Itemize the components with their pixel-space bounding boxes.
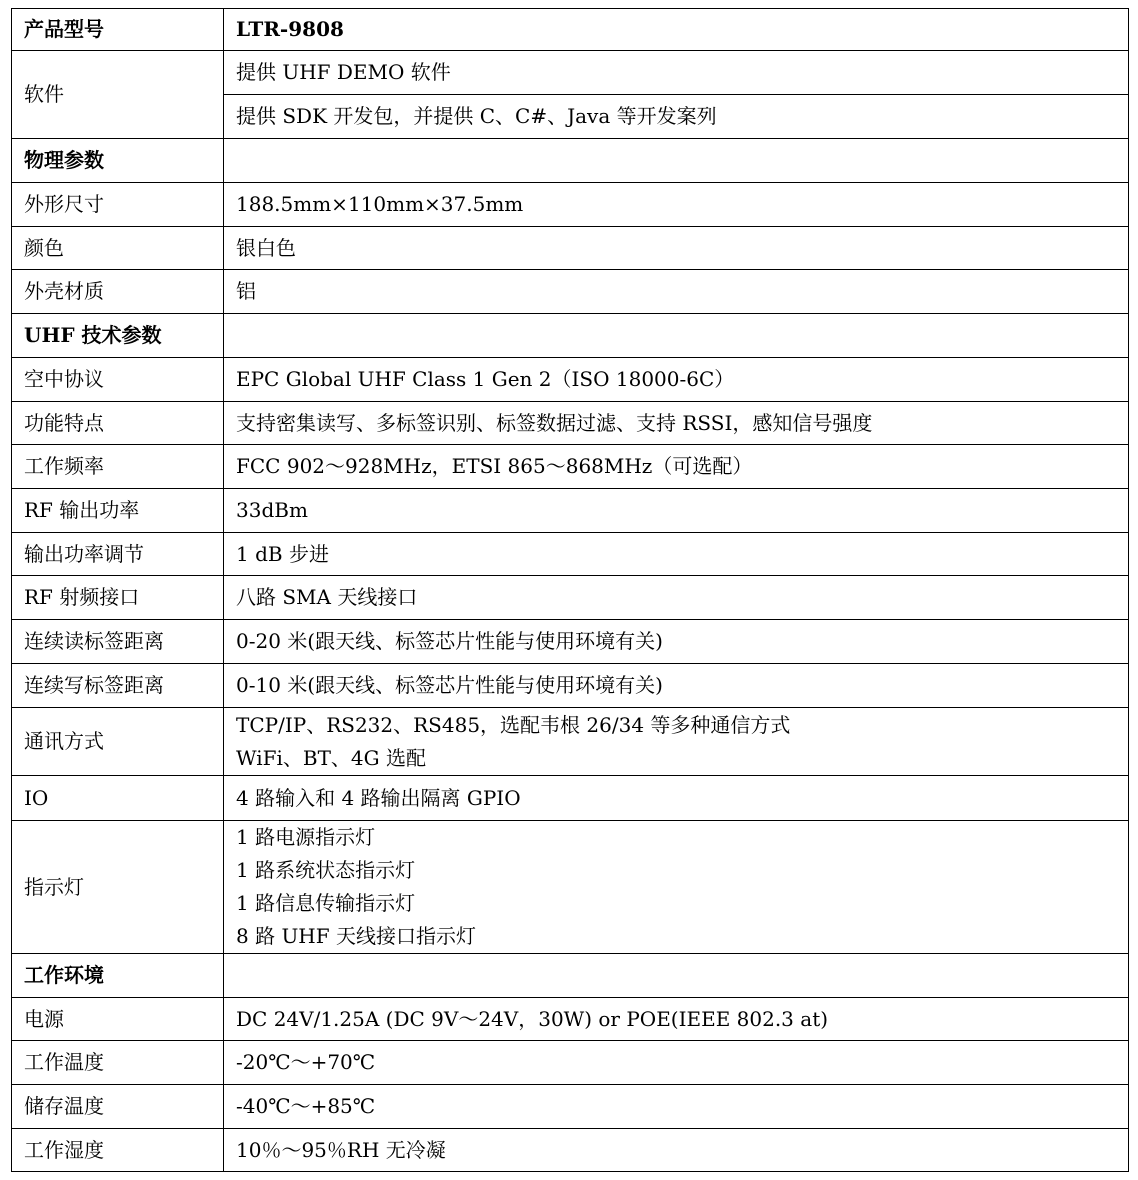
color-label: 颜色 xyxy=(12,227,224,270)
table-row xyxy=(12,954,1129,998)
indicator-line-3: 1 路信息传输指示灯 xyxy=(236,891,416,915)
table-row xyxy=(12,358,1129,402)
write-range-label: 连续写标签距离 xyxy=(12,664,224,708)
indicator-value xyxy=(224,821,1129,954)
storage-temp-value: -40℃～+85℃ xyxy=(224,1085,1129,1129)
model-label: 产品型号 xyxy=(12,9,224,51)
model-value: LTR-9808 xyxy=(224,9,1129,51)
power-label: 电源 xyxy=(12,998,224,1041)
indicator-line-4: 8 路 UHF 天线接口指示灯 xyxy=(236,924,476,948)
physical-section-heading: 物理参数 xyxy=(12,139,224,183)
comm-line-1: TCP/IP、RS232、RS485，选配韦根 26/34 等多种通信方式 xyxy=(236,712,791,737)
read-range-label: 连续读标签距离 xyxy=(12,620,224,664)
indicator-label: 指示灯 xyxy=(12,821,224,954)
comm-line-2: WiFi、BT、4G 选配 xyxy=(236,745,426,770)
table-row xyxy=(12,1129,1129,1172)
io-label: IO xyxy=(12,776,224,821)
spec-table-container xyxy=(11,8,1129,1172)
empty-cell xyxy=(224,954,1129,998)
write-range-value: 0-10 米(跟天线、标签芯片性能与使用环境有关) xyxy=(224,664,1129,708)
env-section-heading: 工作环境 xyxy=(12,954,224,998)
protocol-label: 空中协议 xyxy=(12,358,224,402)
table-row xyxy=(12,489,1129,533)
rf-power-value: 33dBm xyxy=(224,489,1129,533)
read-range-value: 0-20 米(跟天线、标签芯片性能与使用环境有关) xyxy=(224,620,1129,664)
spec-table xyxy=(11,8,1129,1172)
shell-label: 外壳材质 xyxy=(12,270,224,314)
size-label: 外形尺寸 xyxy=(12,183,224,227)
io-value: 4 路输入和 4 路输出隔离 GPIO xyxy=(224,776,1129,821)
table-row xyxy=(12,270,1129,314)
table-row xyxy=(12,821,1129,954)
power-adjust-label: 输出功率调节 xyxy=(12,533,224,576)
rf-power-label: RF 输出功率 xyxy=(12,489,224,533)
work-temp-value: -20℃～+70℃ xyxy=(224,1041,1129,1085)
table-row xyxy=(12,533,1129,576)
humidity-value: 10％～95％RH 无冷凝 xyxy=(224,1129,1129,1172)
table-row xyxy=(12,708,1129,776)
software-line-2: 提供 SDK 开发包，并提供 C、C#、Java 等开发案列 xyxy=(224,95,1129,139)
table-row xyxy=(12,51,1129,95)
work-temp-label: 工作温度 xyxy=(12,1041,224,1085)
table-row xyxy=(12,314,1129,358)
features-value: 支持密集读写、多标签识别、标签数据过滤、支持 RSSI，感知信号强度 xyxy=(224,402,1129,445)
shell-value: 铝 xyxy=(224,270,1129,314)
table-row xyxy=(12,227,1129,270)
color-value: 银白色 xyxy=(224,227,1129,270)
frequency-label: 工作频率 xyxy=(12,445,224,489)
table-row xyxy=(12,402,1129,445)
indicator-line-1: 1 路电源指示灯 xyxy=(236,825,376,849)
table-row xyxy=(12,445,1129,489)
empty-cell xyxy=(224,139,1129,183)
table-row xyxy=(12,664,1129,708)
comm-value xyxy=(224,708,1129,776)
rf-port-value: 八路 SMA 天线接口 xyxy=(224,576,1129,620)
software-line-1: 提供 UHF DEMO 软件 xyxy=(224,51,1129,95)
protocol-value: EPC Global UHF Class 1 Gen 2（ISO 18000-6C） xyxy=(224,358,1129,402)
power-adjust-value: 1 dB 步进 xyxy=(224,533,1129,576)
table-row xyxy=(12,9,1129,51)
features-label: 功能特点 xyxy=(12,402,224,445)
table-row xyxy=(12,1041,1129,1085)
table-row xyxy=(12,620,1129,664)
power-value: DC 24V/1.25A (DC 9V～24V，30W) or POE(IEEE 802.3 at) xyxy=(224,998,1129,1041)
table-row xyxy=(12,576,1129,620)
empty-cell xyxy=(224,314,1129,358)
uhf-section-heading: UHF 技术参数 xyxy=(12,314,224,358)
rf-port-label: RF 射频接口 xyxy=(12,576,224,620)
software-label: 软件 xyxy=(12,51,224,139)
frequency-value: FCC 902～928MHz，ETSI 865～868MHz（可选配） xyxy=(224,445,1129,489)
table-row xyxy=(12,1085,1129,1129)
comm-label: 通讯方式 xyxy=(12,708,224,776)
storage-temp-label: 储存温度 xyxy=(12,1085,224,1129)
table-row xyxy=(12,776,1129,821)
table-row xyxy=(12,183,1129,227)
size-value: 188.5mm×110mm×37.5mm xyxy=(224,183,1129,227)
table-row xyxy=(12,139,1129,183)
table-row xyxy=(12,998,1129,1041)
humidity-label: 工作湿度 xyxy=(12,1129,224,1172)
indicator-line-2: 1 路系统状态指示灯 xyxy=(236,858,416,882)
